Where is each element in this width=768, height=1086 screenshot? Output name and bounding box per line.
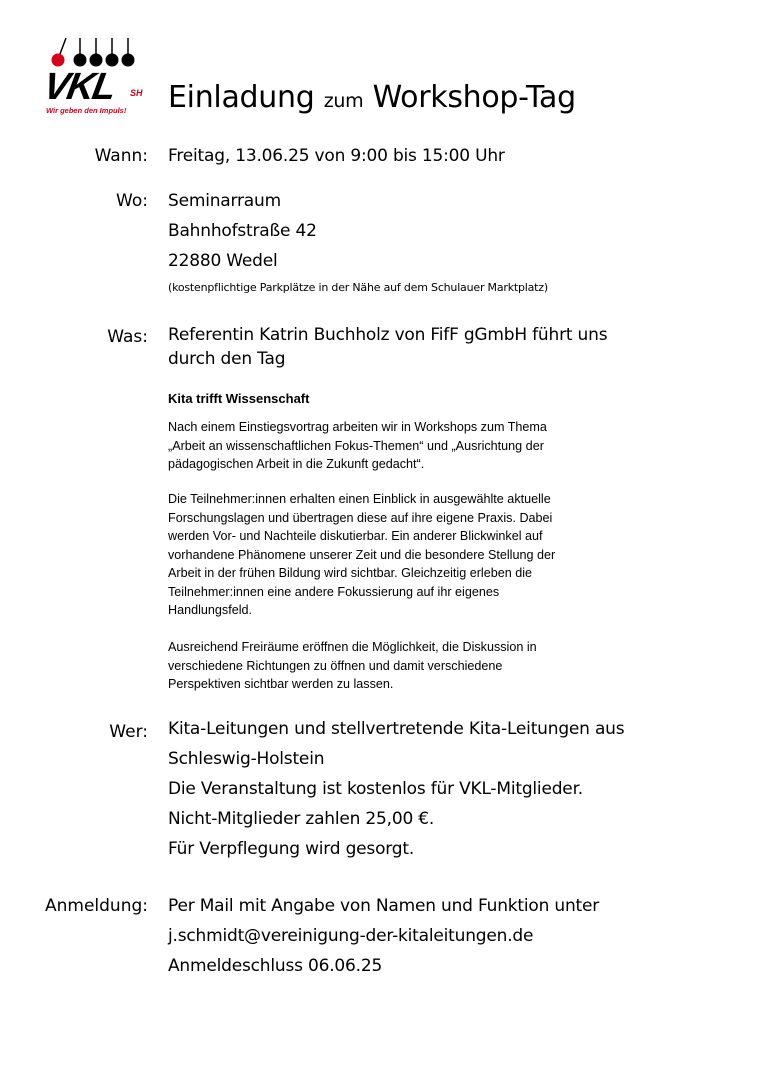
title-part-2: zum (323, 90, 364, 112)
was-subheading: Kita trifft Wissenschaft (168, 391, 310, 406)
p1-line: „Arbeit an wissenschaftlichen Fokus-Themen“ und „Ausrichtung der (168, 438, 544, 453)
page-title (168, 78, 576, 121)
p2-line: Handlungsfeld. (168, 603, 253, 617)
logo-text: VKL (40, 66, 118, 108)
p2-line: Die Teilnehmer:innen erhalten einen Einblick in ausgewählte aktuelle (168, 492, 551, 506)
wo-label: Wo: (116, 191, 148, 211)
was-paragraph-1 (168, 418, 618, 474)
logo-suffix: SH (130, 88, 143, 98)
anmeldung-value (168, 894, 628, 984)
was-line-2: durch den Tag (168, 349, 286, 369)
wann-label: Wann: (94, 146, 148, 166)
p1-line: Nach einem Einstiegsvortrag arbeiten wir in Workshops zum Thema (168, 420, 547, 434)
wer-line-1: Kita-Leitungen und stellvertretende Kita-Leitungen aus (168, 719, 625, 739)
wo-value (168, 189, 628, 279)
p3-line: verschiedene Richtungen zu öffnen und damit verschiedene (168, 658, 503, 673)
wer-line-2: Schleswig-Holstein (168, 749, 325, 769)
wer-label: Wer: (109, 722, 148, 742)
was-value (168, 323, 628, 371)
wann-text: Freitag, 13.06.25 von 9:00 bis 15:00 Uhr (168, 146, 505, 166)
wo-line-3: 22880 Wedel (168, 251, 278, 271)
wer-line-3: Die Veranstaltung ist kostenlos für VKL-Mitglieder. (168, 779, 583, 799)
wo-line-1: Seminarraum (168, 191, 281, 211)
anmeldung-label: Anmeldung: (44, 896, 148, 916)
wann-value (168, 144, 628, 168)
title-part-1: Einladung (168, 80, 315, 115)
p3-line: Ausreichend Freiräume eröffnen die Möglichkeit, die Diskussion in (168, 640, 537, 654)
title-part-3: Workshop-Tag (372, 80, 576, 115)
wer-value (168, 717, 628, 867)
p2-line: Teilnehmer:innen eine andere Fokussierung auf ihr eigenes (168, 584, 500, 599)
was-line-1: Referentin Katrin Buchholz von FifF gGmbH führt uns (168, 325, 608, 345)
p1-line: pädagogischen Arbeit in die Zukunft gedacht“. (168, 457, 425, 471)
was-paragraph-3 (168, 638, 618, 694)
wer-line-5: Für Verpflegung wird gesorgt. (168, 839, 415, 859)
p2-line: werden Vor- und Nachteile diskutierbar. Ein anderer Blickwinkel auf (168, 529, 543, 543)
anmeldung-deadline: Anmeldeschluss 06.06.25 (168, 956, 383, 976)
p2-line: Forschungslagen und übertragen diese auf ihre eigene Praxis. Dabei (168, 510, 553, 525)
p2-line: vorhandene Phänomene unserer Zeit und die besondere Stellung der (168, 547, 556, 562)
was-paragraph-2 (168, 490, 618, 620)
wo-parking-note: (kostenpflichtige Parkplätze in der Nähe auf dem Schulauer Marktplatz) (168, 281, 548, 294)
vkl-logo (40, 36, 148, 122)
wer-line-4: Nicht-Mitglieder zahlen 25,00 €. (168, 809, 435, 829)
logo-slogan: Wir geben den Impuls! (46, 106, 127, 115)
p3-line: Perspektiven sichtbar werden zu lassen. (168, 677, 394, 691)
was-label: Was: (107, 327, 148, 347)
anmeldung-line-1: Per Mail mit Angabe von Namen und Funktion unter (168, 896, 600, 916)
wo-line-2: Bahnhofstraße 42 (168, 221, 317, 241)
anmeldung-email[interactable]: j.schmidt@vereinigung-der-kitaleitungen.de (168, 926, 534, 946)
p2-line: Arbeit in der frühen Bildung wird sichtbar. Gleichzeitig erleben die (168, 566, 533, 580)
